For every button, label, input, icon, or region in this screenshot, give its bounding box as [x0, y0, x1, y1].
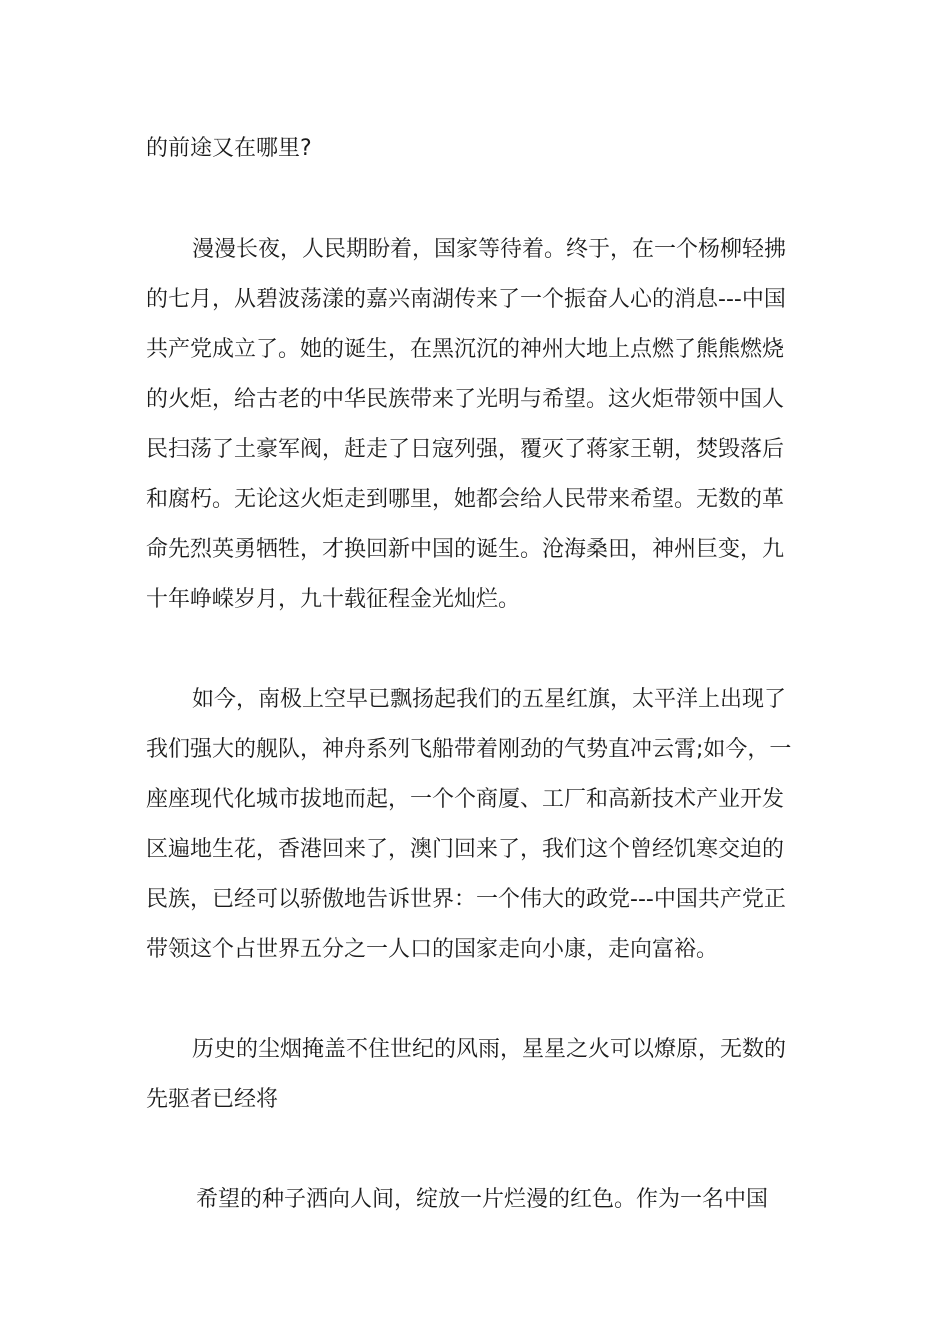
text-line: 带领这个占世界五分之一人口的国家走向小康，走向富裕。: [146, 937, 719, 962]
text-line: 先驱者已经将: [146, 1087, 279, 1112]
text-line: 我们强大的舰队，神舟系列飞船带着刚劲的气势直冲云霄;如今，一: [146, 737, 792, 762]
text-line: 座座现代化城市拔地而起，一个个商厦、工厂和高新技术产业开发: [146, 787, 785, 812]
paragraph-first-line: 希望的种子洒向人间，绽放一片烂漫的红色。作为一名中国: [196, 1187, 769, 1212]
paragraph-first-line: 历史的尘烟掩盖不住世纪的风雨，星星之火可以燎原，无数的: [192, 1037, 787, 1062]
text-line: 的前途又在哪里?: [146, 136, 312, 161]
text-line: 区遍地生花，香港回来了，澳门回来了，我们这个曾经饥寒交迫的: [146, 837, 785, 862]
text-line: 和腐朽。无论这火炬走到哪里，她都会给人民带来希望。无数的革: [146, 487, 785, 512]
text-line: 命先烈英勇牺牲，才换回新中国的诞生。沧海桑田，神州巨变，九: [146, 537, 785, 562]
text-line: 十年峥嵘岁月，九十载征程金光灿烂。: [146, 587, 521, 612]
text-line: 民族，已经可以骄傲地告诉世界：一个伟大的政党---中国共产党正: [146, 887, 786, 912]
text-line: 的七月，从碧波荡漾的嘉兴南湖传来了一个振奋人心的消息---中国: [146, 287, 786, 312]
text-line: 民扫荡了土豪军阀，赶走了日寇列强，覆灭了蒋家王朝，焚毁落后: [146, 437, 785, 462]
paragraph-first-line: 漫漫长夜，人民期盼着，国家等待着。终于，在一个杨柳轻拂: [192, 237, 787, 262]
paragraph-first-line: 如今，南极上空早已飘扬起我们的五星红旗，太平洋上出现了: [192, 687, 787, 712]
text-line: 的火炬，给古老的中华民族带来了光明与希望。这火炬带领中国人: [146, 387, 785, 412]
text-line: 共产党成立了。她的诞生，在黑沉沉的神州大地上点燃了熊熊燃烧: [146, 337, 785, 362]
